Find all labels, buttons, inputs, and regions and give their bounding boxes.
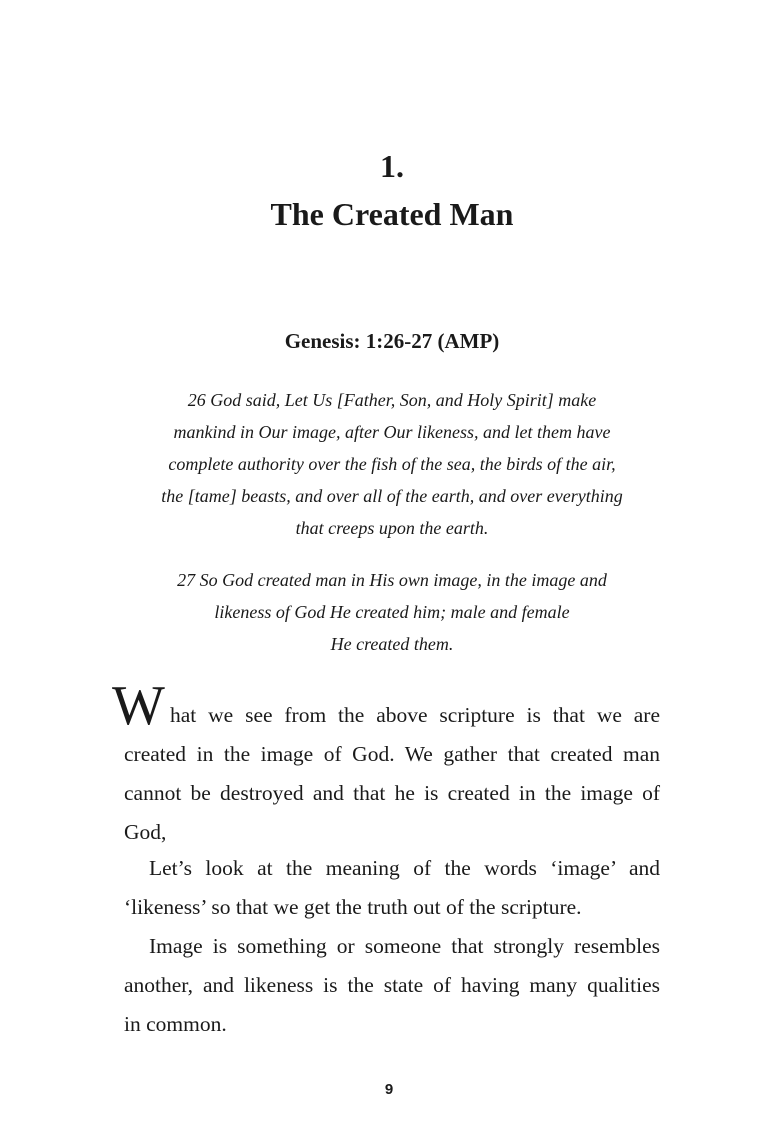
- paragraph-line: hat we see from the above scripture is that we are: [170, 703, 660, 727]
- chapter-number: 1.: [380, 148, 404, 184]
- scripture-reference: Genesis: 1:26-27 (AMP): [284, 329, 500, 353]
- verse-line: likeness of God He created him; male and female: [214, 602, 570, 622]
- verse-27: [130, 564, 654, 660]
- page-number: 9: [384, 1081, 394, 1098]
- paragraph-line: cannot be destroyed and that he is created in the image of: [124, 781, 660, 805]
- paragraph-line: God,: [124, 820, 167, 844]
- verse-line: that creeps upon the earth.: [295, 518, 489, 538]
- drop-cap: W: [112, 675, 165, 737]
- body-paragraph-1: [124, 696, 660, 852]
- verse-26: [130, 384, 654, 544]
- verse-line: 27 So God created man in His own image, in the image and: [177, 570, 607, 590]
- verse-line: 26 God said, Let Us [Father, Son, and Holy Spirit] make: [187, 390, 597, 410]
- paragraph-line: another, and likeness is the state of having many qualities: [124, 973, 660, 997]
- verse-line: mankind in Our image, after Our likeness, and let them have: [173, 422, 611, 442]
- paragraph-line: created in the image of God. We gather that created man: [124, 742, 660, 766]
- paragraph-line: Image is something or someone that strongly resembles: [149, 934, 660, 958]
- paragraph-line: ‘likeness’ so that we get the truth out of the scripture.: [124, 895, 582, 919]
- paragraph-line: Let’s look at the meaning of the words ‘image’ and: [149, 856, 660, 880]
- verse-line: the [tame] beasts, and over all of the earth, and over everything: [161, 486, 623, 506]
- body-paragraph-2: [124, 849, 660, 927]
- chapter-title: The Created Man: [270, 196, 514, 232]
- paragraph-line: in common.: [124, 1012, 227, 1036]
- body-paragraph-3: [124, 927, 660, 1044]
- verse-line: He created them.: [330, 634, 454, 654]
- verse-line: complete authority over the fish of the sea, the birds of the air,: [168, 454, 616, 474]
